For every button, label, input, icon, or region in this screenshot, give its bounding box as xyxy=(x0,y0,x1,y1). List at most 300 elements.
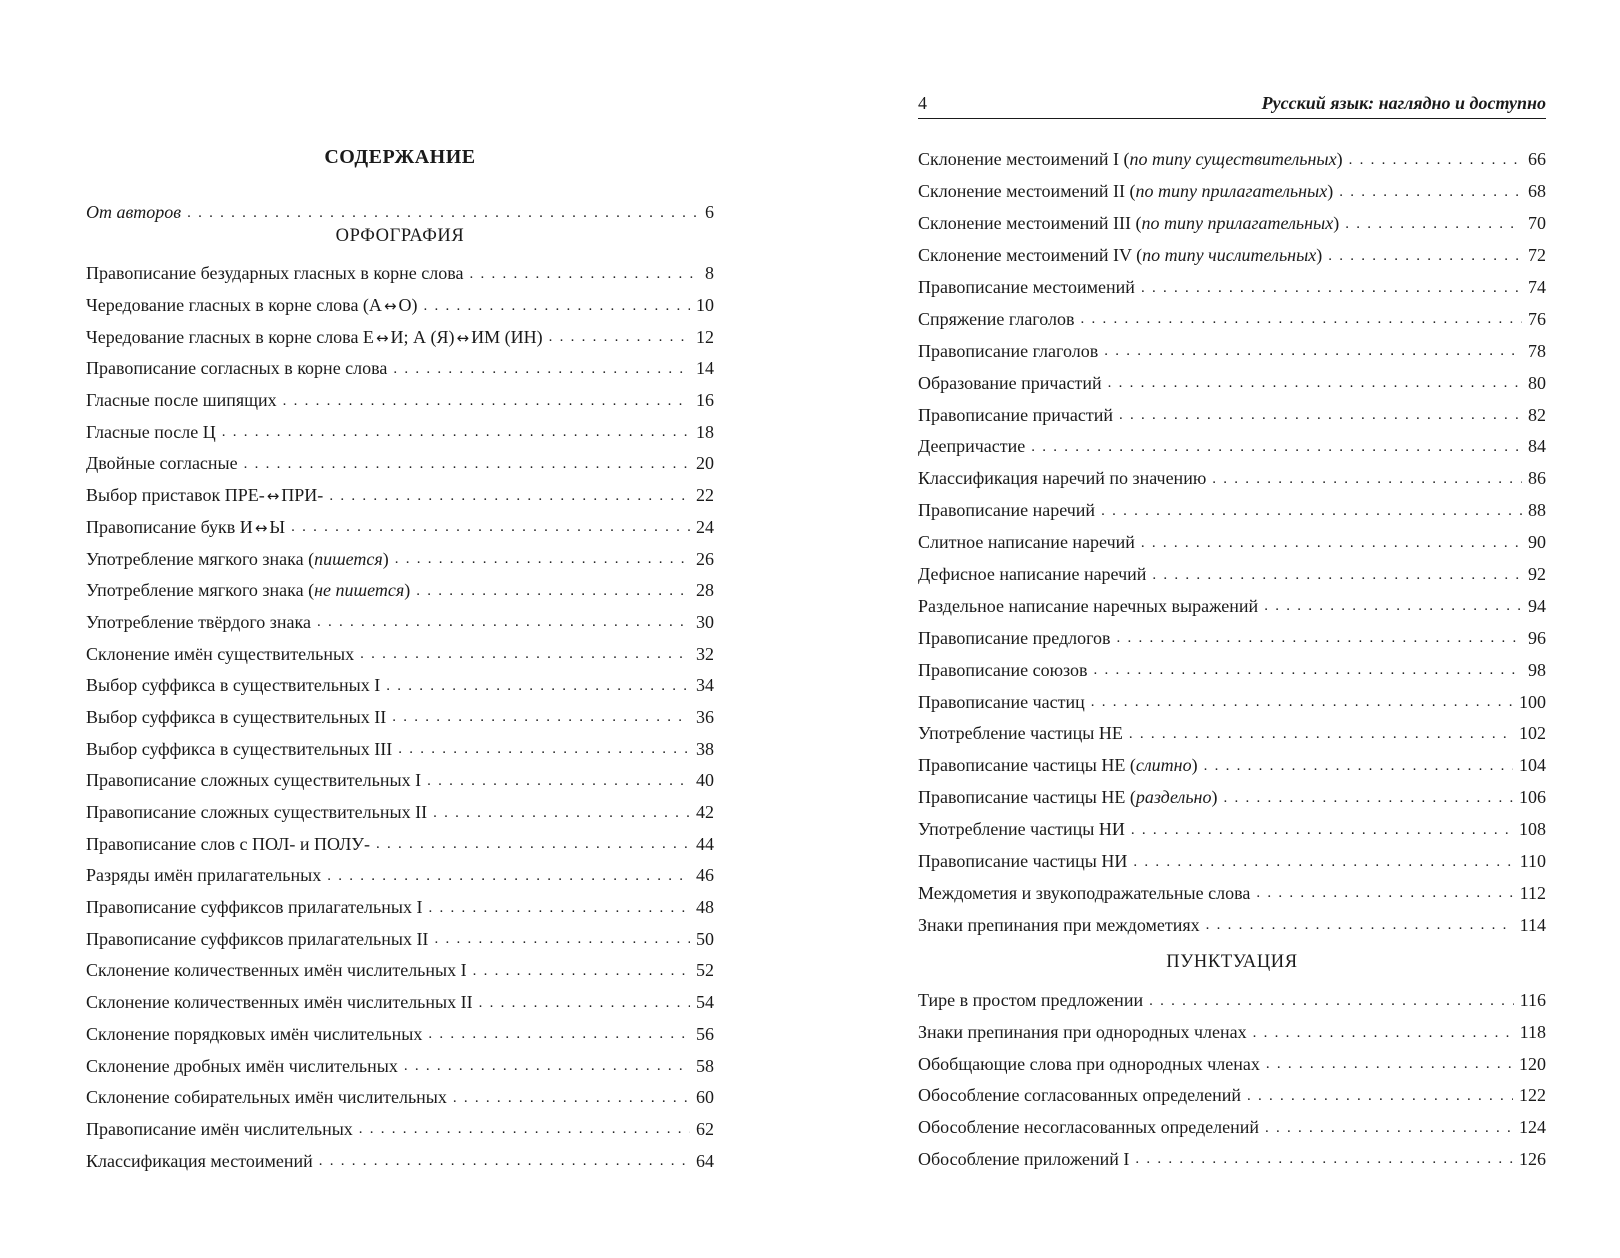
toc-entry-page: 48 xyxy=(696,897,714,918)
toc-entry[interactable] xyxy=(918,1017,1546,1049)
toc-entry-page: 14 xyxy=(696,358,714,379)
dot-leader xyxy=(1264,597,1522,615)
toc-entry[interactable] xyxy=(918,208,1546,240)
toc-entry-page: 20 xyxy=(696,453,714,474)
toc-entry-text: Правописание глаголов xyxy=(918,340,1099,361)
toc-entry-page: 10 xyxy=(696,295,714,316)
toc-entry[interactable] xyxy=(86,733,714,765)
toc-entry[interactable] xyxy=(86,1114,714,1146)
toc-entry-text: Дефисное написание наречий xyxy=(918,564,1147,585)
toc-entry-title xyxy=(86,1087,453,1108)
dot-leader xyxy=(327,867,690,885)
toc-entry-title xyxy=(918,341,1104,362)
toc-entry-page: 102 xyxy=(1519,723,1546,744)
toc-entry-page: 18 xyxy=(696,421,714,442)
dot-leader xyxy=(1135,1150,1513,1168)
toc-entry-text: Правописание союзов xyxy=(918,659,1088,680)
toc-entry-text: Выбор приставок ПРЕ- xyxy=(86,485,265,506)
toc-entry-page: 36 xyxy=(696,706,714,727)
dot-leader xyxy=(1094,661,1522,679)
toc-entry-title xyxy=(918,245,1328,266)
toc-entry[interactable] xyxy=(86,892,714,924)
toc-entry-page: 116 xyxy=(1519,990,1546,1011)
toc-entry-page: 84 xyxy=(1528,436,1546,457)
toc-entry-title xyxy=(918,1117,1265,1138)
toc-entry-text: Правописание имён числительных xyxy=(86,1118,353,1139)
toc-entry[interactable] xyxy=(918,590,1546,622)
toc-entry-title xyxy=(918,596,1264,617)
toc-entry-title xyxy=(918,436,1031,457)
toc-entry-page: 100 xyxy=(1519,691,1546,712)
toc-entry[interactable] xyxy=(86,797,714,829)
toc-entry-text: Правописание безударных гласных в корне слова xyxy=(86,263,464,284)
toc-entry-text: ) xyxy=(1327,181,1334,202)
toc-entry[interactable] xyxy=(918,176,1546,208)
toc-entry[interactable] xyxy=(918,335,1546,367)
dot-leader xyxy=(404,1057,690,1075)
toc-entry-text: Раздельное написание наречных выражений xyxy=(918,595,1259,616)
dot-leader xyxy=(1091,693,1513,711)
toc-entry[interactable] xyxy=(918,1048,1546,1080)
toc-entry-title xyxy=(918,564,1152,585)
toc-entry-page: 44 xyxy=(696,833,714,854)
toc-entry-title xyxy=(918,692,1091,713)
toc-entry-title xyxy=(918,990,1149,1011)
dot-leader xyxy=(424,297,690,315)
toc-entry-title xyxy=(86,453,244,474)
toc-entry-page: 64 xyxy=(696,1150,714,1171)
toc-entry-page: 96 xyxy=(1528,627,1546,648)
toc-entry[interactable] xyxy=(86,543,714,575)
toc-entry-title xyxy=(918,883,1256,904)
dot-leader xyxy=(428,899,690,917)
toc-list-right-punctuation xyxy=(918,985,1546,1175)
toc-entry-title xyxy=(86,1024,428,1045)
toc-entry-title xyxy=(918,1085,1247,1106)
toc-entry-italic: раздельно xyxy=(1135,787,1212,808)
toc-entry-title xyxy=(86,675,386,696)
section-title-punctuation: ПУНКТУАЦИЯ xyxy=(1166,952,1298,972)
dot-leader xyxy=(1104,342,1522,360)
toc-entry-italic: пишется xyxy=(314,548,383,569)
toc-entry-text: Выбор суффикса в существительных II xyxy=(86,706,387,727)
toc-entry-page: 88 xyxy=(1528,500,1546,521)
toc-entry-page: 52 xyxy=(696,960,714,981)
toc-entry-page: 82 xyxy=(1528,404,1546,425)
toc-entry[interactable] xyxy=(918,985,1546,1017)
toc-entry-text: Деепричастие xyxy=(918,436,1026,457)
toc-entry-page: 78 xyxy=(1528,340,1546,361)
toc-entry-title xyxy=(86,422,222,443)
toc-entry-title xyxy=(86,517,291,538)
toc-entry-page: 34 xyxy=(696,675,714,696)
toc-entry-page: 86 xyxy=(1528,468,1546,489)
toc-entry[interactable] xyxy=(86,1019,714,1051)
toc-entry-page: 12 xyxy=(696,326,714,347)
toc-entry-text: Склонение количественных имён числительных I xyxy=(86,960,467,981)
toc-entry-title xyxy=(918,915,1206,936)
toc-entry-text: Правописание частицы НЕ ( xyxy=(918,787,1136,808)
dot-leader xyxy=(319,1152,690,1170)
toc-entry-text: Выбор суффикса в существительных III xyxy=(86,738,393,759)
toc-entry-page: 28 xyxy=(696,580,714,601)
toc-entry-title xyxy=(86,549,395,570)
toc-entry-text: Знаки препинания при однородных членах xyxy=(918,1022,1247,1043)
toc-entry-text: Употребление частицы НЕ xyxy=(918,723,1123,744)
toc-entry-title xyxy=(918,787,1223,808)
toc-entry-title xyxy=(86,739,398,760)
dot-leader xyxy=(222,423,690,441)
toc-entry-text: ) xyxy=(382,548,389,569)
toc-entry[interactable] xyxy=(86,448,714,480)
toc-entry-page: 68 xyxy=(1528,181,1546,202)
toc-entry[interactable] xyxy=(86,955,714,987)
dot-leader xyxy=(453,1089,690,1107)
dot-leader xyxy=(1152,566,1522,584)
toc-list-left xyxy=(86,258,714,1177)
toc-entry-text: Разряды имён прилагательных xyxy=(86,865,322,886)
toc-entry-page: 30 xyxy=(696,611,714,632)
toc-entry-text: Склонение местоимений III ( xyxy=(918,213,1142,234)
toc-entry-text: Двойные согласные xyxy=(86,453,238,474)
toc-entry[interactable] xyxy=(918,463,1546,495)
toc-entry-text: Употребление мягкого знака ( xyxy=(86,580,315,601)
toc-entry-title xyxy=(86,1119,359,1140)
toc-entry[interactable] xyxy=(86,385,714,417)
toc-entry-text: Правописание суффиксов прилагательных I xyxy=(86,897,423,918)
toc-entry-page: 72 xyxy=(1528,245,1546,266)
dot-leader xyxy=(1131,821,1513,839)
dot-leader xyxy=(1129,725,1513,743)
dot-leader xyxy=(1212,470,1522,488)
toc-entry-title xyxy=(86,770,427,791)
toc-entry[interactable] xyxy=(918,240,1546,272)
toc-entry-text: Тире в простом предложении xyxy=(918,990,1144,1011)
toc-entry[interactable] xyxy=(918,527,1546,559)
toc-entry-page: 24 xyxy=(696,516,714,537)
dot-leader xyxy=(1266,1055,1513,1073)
toc-entry-text: Правописание сложных существительных II xyxy=(86,802,428,823)
toc-entry-text: Правописание слов с ПОЛ- и ПОЛУ- xyxy=(86,833,371,854)
toc-entry-text: Междометия и звукоподражательные слова xyxy=(918,882,1251,903)
dot-leader xyxy=(1339,183,1522,201)
dot-leader xyxy=(1141,534,1522,552)
toc-entry-text: Слитное написание наречий xyxy=(918,532,1135,553)
toc-entry-page: 104 xyxy=(1519,755,1546,776)
dot-leader xyxy=(1265,1119,1513,1137)
toc-entry[interactable] xyxy=(86,575,714,607)
toc-entry-text: Правописание суффиксов прилагательных II xyxy=(86,928,429,949)
toc-entry[interactable] xyxy=(918,909,1546,941)
toc-entry-title xyxy=(86,929,434,950)
dot-leader xyxy=(434,930,690,948)
toc-entry-text: Правописание сложных существительных I xyxy=(86,770,422,791)
toc-entry[interactable] xyxy=(918,431,1546,463)
toc-entry-page: 50 xyxy=(696,928,714,949)
toc-entry-page: 66 xyxy=(1528,149,1546,170)
toc-entry-italic: по типу существительных xyxy=(1129,149,1337,170)
toc-entry[interactable] xyxy=(918,495,1546,527)
toc-entry-text: Спряжение глаголов xyxy=(918,308,1075,329)
toc-entry-text: Правописание предлогов xyxy=(918,627,1111,648)
toc-entry-page: 106 xyxy=(1519,787,1546,808)
toc-entry-title xyxy=(918,1022,1253,1043)
toc-entry[interactable] xyxy=(918,718,1546,750)
toc-entry-title xyxy=(918,213,1345,234)
toc-entry-title xyxy=(86,802,433,823)
toc-entry[interactable] xyxy=(86,416,714,448)
dot-leader xyxy=(329,487,690,505)
toc-entry[interactable] xyxy=(918,622,1546,654)
toc-entry[interactable] xyxy=(918,272,1546,304)
toc-entry-italic: по типу числительных xyxy=(1142,245,1317,266)
toc-entry[interactable] xyxy=(918,654,1546,686)
intro-list xyxy=(86,197,714,229)
toc-entry-page: 40 xyxy=(696,770,714,791)
toc-entry[interactable] xyxy=(86,290,714,322)
toc-entry-text: Употребление твёрдого знака xyxy=(86,611,311,632)
toc-entry-title xyxy=(86,644,360,665)
toc-entry[interactable] xyxy=(918,877,1546,909)
toc-entry[interactable] xyxy=(86,670,714,702)
dot-leader xyxy=(1101,502,1522,520)
toc-entry-page: 42 xyxy=(696,802,714,823)
dot-leader xyxy=(359,1120,690,1138)
dot-leader xyxy=(395,550,690,568)
toc-entry-text: Обособление несогласованных определений xyxy=(918,1117,1260,1138)
double-arrow-icon: ↔ xyxy=(254,518,268,537)
toc-entry-page: 62 xyxy=(696,1118,714,1139)
toc-entry-title xyxy=(86,865,327,886)
toc-entry-title xyxy=(86,612,317,633)
toc-entry-text: Чередование гласных в корне слова Е xyxy=(86,326,374,347)
toc-entry-page: 114 xyxy=(1519,914,1546,935)
toc-entry[interactable] xyxy=(86,828,714,860)
toc-entry-page: 108 xyxy=(1519,819,1546,840)
dot-leader xyxy=(1141,279,1522,297)
toc-entry-page: 22 xyxy=(696,485,714,506)
double-arrow-icon: ↔ xyxy=(383,297,397,316)
toc-entry[interactable] xyxy=(918,750,1546,782)
toc-entry[interactable] xyxy=(86,1082,714,1114)
toc-entry-text: ПРИ- xyxy=(281,485,324,506)
toc-entry-page: 6 xyxy=(705,202,714,223)
toc-entry[interactable] xyxy=(86,607,714,639)
toc-entry-text: Обобщающие слова при однородных членах xyxy=(918,1053,1260,1074)
toc-entry-text: Правописание наречий xyxy=(918,500,1096,521)
toc-entry-page: 80 xyxy=(1528,372,1546,393)
toc-entry-text: Употребление мягкого знака ( xyxy=(86,548,315,569)
dot-leader xyxy=(1349,151,1522,169)
toc-entry-title xyxy=(918,500,1101,521)
toc-entry-page: 110 xyxy=(1519,851,1546,872)
dot-leader xyxy=(1149,992,1514,1010)
toc-entry[interactable] xyxy=(86,321,714,353)
toc-entry[interactable] xyxy=(918,782,1546,814)
toc-entry-title xyxy=(918,819,1131,840)
toc-entry-italic: не пишется xyxy=(314,580,405,601)
toc-entry-text: Правописание частицы НИ xyxy=(918,851,1128,872)
toc-entry-title xyxy=(918,755,1204,776)
toc-entry[interactable] xyxy=(86,1050,714,1082)
toc-entry-text: ) xyxy=(1211,787,1218,808)
section-title-orthography: ОРФОГРАФИЯ xyxy=(335,226,465,246)
toc-entry-title xyxy=(86,1056,404,1077)
toc-entry-title xyxy=(918,851,1133,872)
dot-leader xyxy=(479,994,690,1012)
toc-entry[interactable] xyxy=(918,814,1546,846)
toc-entry[interactable] xyxy=(86,353,714,385)
dot-leader xyxy=(360,645,690,663)
toc-entry-text: ) xyxy=(1316,245,1323,266)
dot-leader xyxy=(317,613,690,631)
toc-entry-title xyxy=(86,390,283,411)
dot-leader xyxy=(392,708,690,726)
toc-entry[interactable] xyxy=(86,860,714,892)
double-arrow-icon: ↔ xyxy=(375,328,389,347)
toc-entry-text: Склонение порядковых имён числительных xyxy=(86,1023,423,1044)
dot-leader xyxy=(433,804,690,822)
toc-entry[interactable] xyxy=(86,1145,714,1177)
dot-leader xyxy=(1223,789,1513,807)
dot-leader xyxy=(1080,310,1522,328)
toc-entry-text: Образование причастий xyxy=(918,372,1102,393)
dot-leader xyxy=(1328,247,1522,265)
toc-entry-title xyxy=(86,580,416,601)
double-arrow-icon: ↔ xyxy=(266,487,280,506)
toc-entry[interactable] xyxy=(918,144,1546,176)
toc-entry-text: Чередование гласных в корне слова (А xyxy=(86,295,382,316)
toc-list-right xyxy=(918,144,1546,941)
toc-entry-title xyxy=(918,1054,1266,1075)
toc-entry-title xyxy=(86,295,424,316)
toc-entry[interactable] xyxy=(86,765,714,797)
toc-entry-text: ) xyxy=(1191,755,1198,776)
toc-entry[interactable] xyxy=(918,399,1546,431)
toc-entry-text: Обособление согласованных определений xyxy=(918,1085,1241,1106)
toc-entry-text: Гласные после шипящих xyxy=(86,390,277,411)
toc-entry[interactable] xyxy=(86,480,714,512)
toc-entry-title xyxy=(86,327,549,348)
toc-entry-text: Правописание частиц xyxy=(918,691,1085,712)
dot-leader xyxy=(1206,916,1514,934)
toc-entry-page: 54 xyxy=(696,992,714,1013)
toc-entry-intro[interactable] xyxy=(86,197,714,229)
dot-leader xyxy=(1247,1087,1513,1105)
toc-entry-page: 38 xyxy=(696,738,714,759)
dot-leader xyxy=(473,962,690,980)
toc-entry-page: 98 xyxy=(1528,659,1546,680)
toc-entry[interactable] xyxy=(918,367,1546,399)
dot-leader xyxy=(470,265,699,283)
toc-entry-text: Знаки препинания при междометиях xyxy=(918,914,1200,935)
dot-leader xyxy=(1119,406,1522,424)
toc-entry-text: О) xyxy=(398,295,418,316)
dot-leader xyxy=(244,455,690,473)
toc-entry-text: Склонение местоимений II ( xyxy=(918,181,1136,202)
toc-entry-text: Правописание согласных в корне слова xyxy=(86,358,388,379)
toc-entry-text: Склонение количественных имён числительных II xyxy=(86,992,473,1013)
toc-entry-title xyxy=(86,1151,319,1172)
dot-leader xyxy=(393,360,690,378)
toc-entry-page: 16 xyxy=(696,390,714,411)
toc-entry-page: 32 xyxy=(696,643,714,664)
double-arrow-icon: ↔ xyxy=(456,328,470,347)
toc-entry-page: 126 xyxy=(1519,1148,1546,1169)
toc-entry-page: 8 xyxy=(705,263,714,284)
toc-entry-text: Правописание причастий xyxy=(918,404,1114,425)
dot-leader xyxy=(187,204,699,222)
toc-entry-page: 76 xyxy=(1528,308,1546,329)
toc-entry[interactable] xyxy=(918,1112,1546,1144)
toc-entry-page: 120 xyxy=(1519,1053,1546,1074)
toc-entry[interactable] xyxy=(918,1080,1546,1112)
toc-entry[interactable] xyxy=(86,702,714,734)
dot-leader xyxy=(1253,1024,1514,1042)
toc-entry-text: Склонение местоимений I ( xyxy=(918,149,1130,170)
toc-entry-text: Склонение имён существительных xyxy=(86,643,355,664)
toc-entry-page: 112 xyxy=(1519,882,1546,903)
toc-entry-italic: по типу прилагательных xyxy=(1141,213,1334,234)
dot-leader xyxy=(376,835,690,853)
toc-entry-text: Употребление частицы НИ xyxy=(918,819,1125,840)
toc-entry[interactable] xyxy=(86,258,714,290)
dot-leader xyxy=(416,582,690,600)
toc-entry-title: От авторов xyxy=(86,202,182,223)
toc-entry-title xyxy=(86,834,376,855)
toc-entry-title xyxy=(86,897,428,918)
toc-entry-title xyxy=(86,960,473,981)
toc-entry[interactable] xyxy=(918,846,1546,878)
toc-entry-title xyxy=(918,660,1094,681)
toc-entry[interactable] xyxy=(86,923,714,955)
toc-entry[interactable] xyxy=(918,686,1546,718)
toc-entry-text: ) xyxy=(404,580,411,601)
dot-leader xyxy=(398,740,690,758)
dot-leader xyxy=(1133,853,1513,871)
toc-entry-title xyxy=(918,309,1080,330)
toc-entry[interactable] xyxy=(918,303,1546,335)
toc-entry-title xyxy=(918,1149,1135,1170)
toc-entry[interactable] xyxy=(86,512,714,544)
dot-leader xyxy=(427,772,690,790)
dot-leader xyxy=(1117,629,1522,647)
toc-entry-title xyxy=(86,263,470,284)
toc-entry[interactable] xyxy=(918,1143,1546,1175)
toc-entry-page: 74 xyxy=(1528,277,1546,297)
toc-entry-title xyxy=(86,485,329,506)
toc-entry[interactable] xyxy=(86,638,714,670)
toc-entry-page: 90 xyxy=(1528,532,1546,553)
toc-entry-title xyxy=(918,277,1141,298)
toc-entry[interactable] xyxy=(86,987,714,1019)
toc-entry-title xyxy=(918,181,1339,202)
toc-entry-page: 58 xyxy=(696,1055,714,1076)
toc-entry-text: Склонение собирательных имён числительных xyxy=(86,1087,447,1108)
toc-entry-text: Классификация местоимений xyxy=(86,1150,313,1171)
toc-entry-title xyxy=(86,358,393,379)
dot-leader xyxy=(428,1025,690,1043)
toc-entry-title xyxy=(918,405,1119,426)
dot-leader xyxy=(386,677,690,695)
toc-entry-text: Классификация наречий по значению xyxy=(918,468,1207,489)
toc-entry-text: ) xyxy=(1336,149,1343,170)
toc-entry-title xyxy=(918,373,1108,394)
toc-entry[interactable] xyxy=(918,559,1546,591)
toc-entry-title xyxy=(86,992,479,1013)
toc-entry-text: Правописание местоимений xyxy=(918,277,1135,297)
toc-entry-page: 122 xyxy=(1519,1085,1546,1106)
